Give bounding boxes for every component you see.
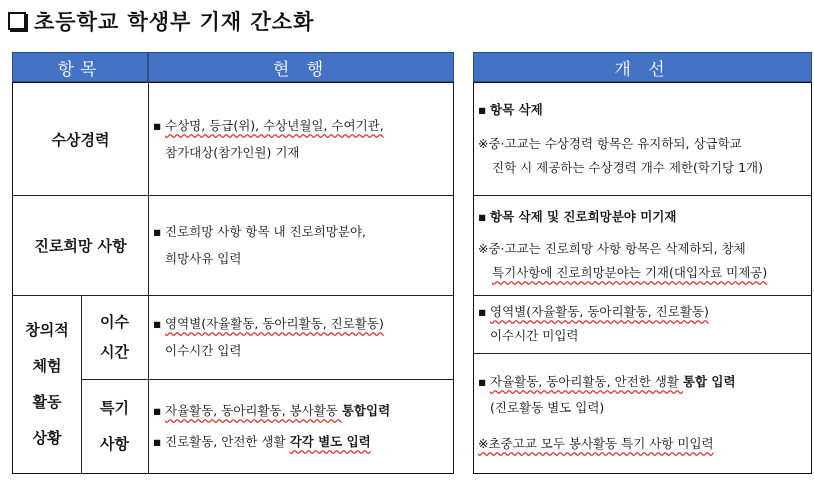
row-label-creative: 창의적 체험 활동 상황 (25, 321, 69, 447)
improve-table (473, 82, 812, 474)
header-improve: 개 선 (473, 52, 812, 82)
current-career: ▪ 진로희망 사항 항목 내 진로희망분야, 희망사유 입력 (153, 224, 366, 266)
header-item: 항목 (12, 52, 148, 82)
improve-award: ▪ 항목 삭제 ※중·고교는 수상경력 항목은 유지하되, 상급학교 진학 시 제공하는 수상경력 개수 제한(학기당 1개) (478, 102, 763, 175)
row-label-award: 수상경력 (51, 130, 110, 149)
current-award: ▪ 수상명, 등급(위), 수상년월일, 수여기관, 참가대상(참가인원) 기재 (153, 83, 453, 195)
improve-career: ▪ 항목 삭제 및 진로희망분야 미기재 ※중·고교는 진로희망 사항 항목은 삭제하되, 창체 특기사항에 진로희망분야는 기재(대입자료 미제공) (478, 209, 768, 280)
sublabel-special: 특기 사항 (100, 399, 129, 453)
current-table (12, 82, 454, 474)
sublabel-hours: 이수 시간 (100, 313, 129, 361)
bullet-icon: ▪ (153, 118, 162, 133)
header-current: 현 행 (148, 52, 454, 82)
improve-hours: ▪ 영역별(자율활동, 동아리활동, 진로활동) 이수시간 미입력 (478, 304, 709, 343)
current-hours: ▪ 영역별(자율활동, 동아리활동, 진로활동) 이수시간 입력 (153, 316, 384, 358)
current-special: ▪ 자율활동, 동아리활동, 봉사활동 통합입력 ▪ 진로활동, 안전한 생활 각각 별도 입력 (153, 403, 391, 449)
page-title-text: 초등학교 학생부 기재 간소화 (34, 10, 315, 34)
checkbox-square-icon (8, 12, 26, 30)
page-title (8, 6, 314, 36)
improve-special: ▪ 자율활동, 동아리활동, 안전한 생활 통합 입력 (진로활동 별도 입력) ※초중고교 모두 봉사활동 특기 사항 미입력 (478, 374, 736, 451)
row-label-career: 진로희망 사항 (34, 236, 127, 255)
